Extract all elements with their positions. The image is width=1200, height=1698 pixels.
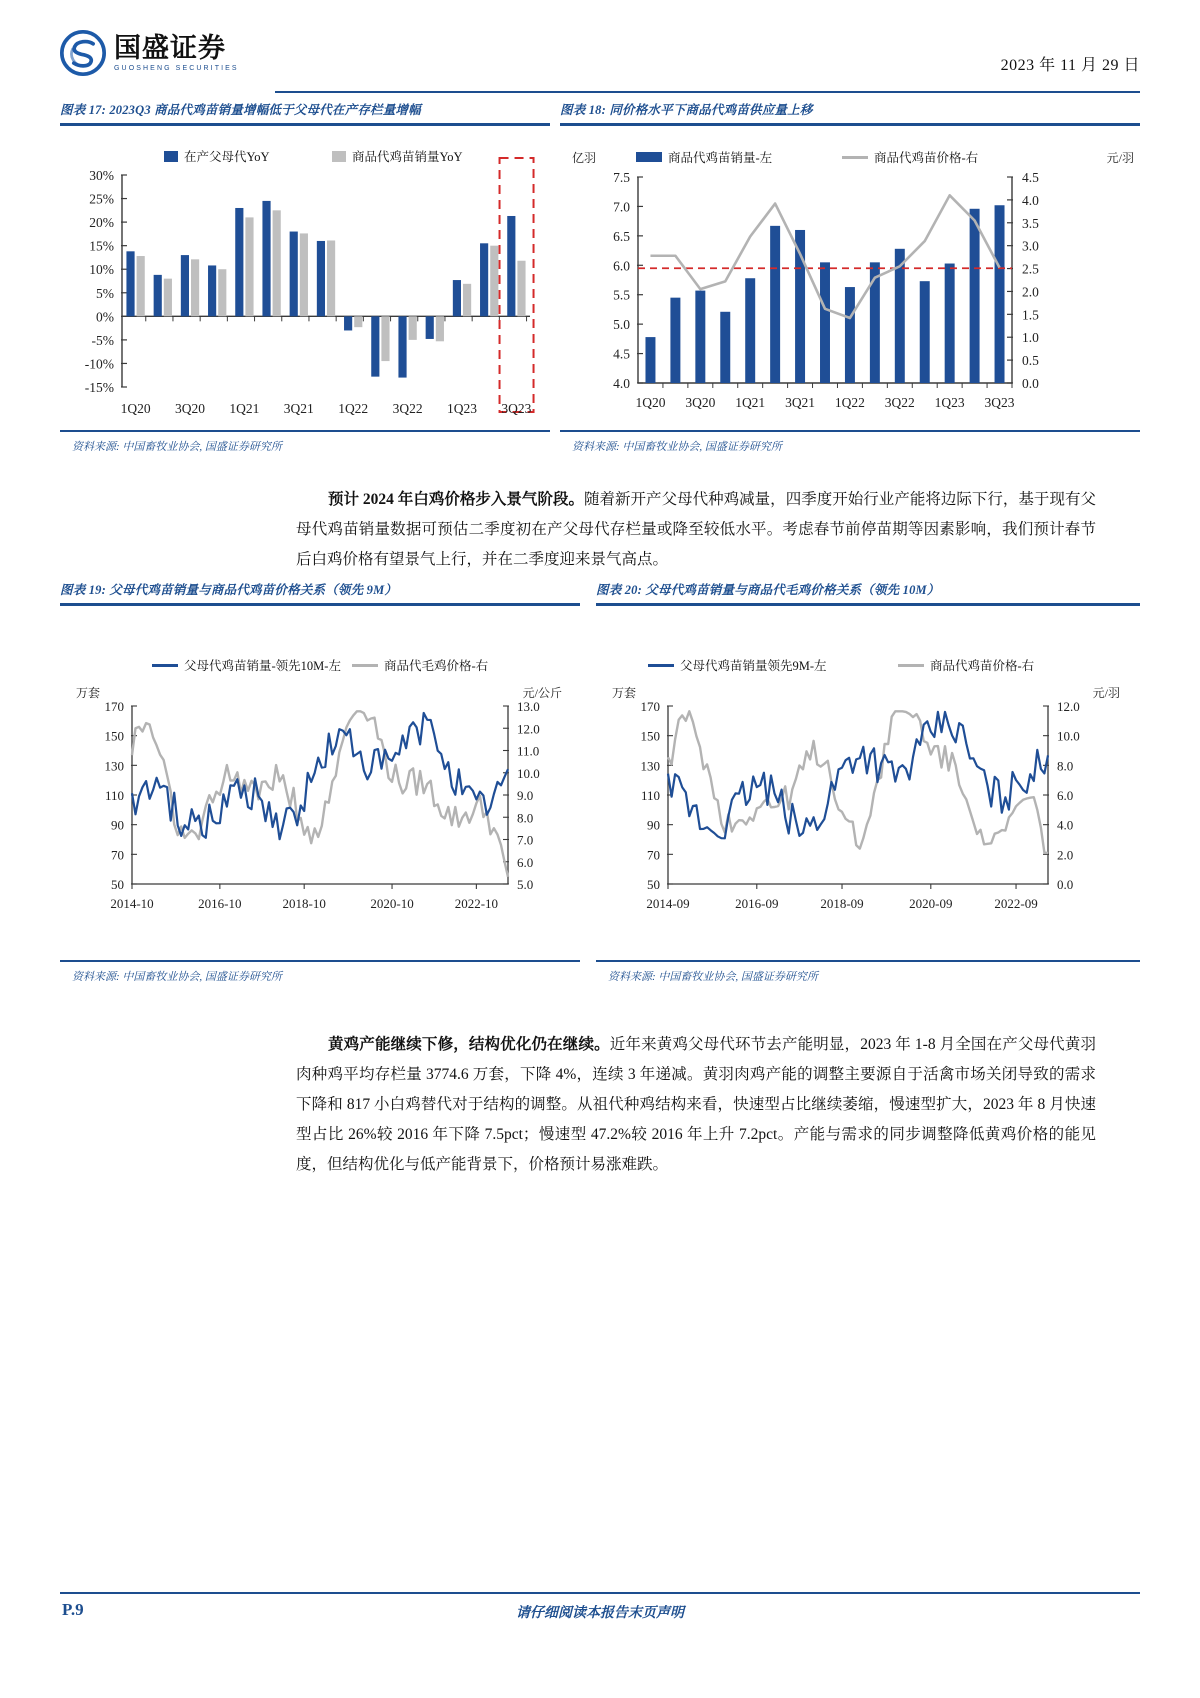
figure-18-source-rule <box>560 430 1140 432</box>
svg-text:3Q23: 3Q23 <box>501 401 532 416</box>
fig19-legend-label-1: 父母代鸡苗销量-领先10M-左 <box>184 659 341 673</box>
figure-20-rule <box>596 603 1140 606</box>
svg-text:90: 90 <box>647 817 660 833</box>
svg-text:10%: 10% <box>89 262 114 278</box>
footer-divider <box>60 1592 1140 1594</box>
fig20-left-unit: 万套 <box>612 686 637 700</box>
svg-text:3.5: 3.5 <box>1022 215 1039 231</box>
svg-text:70: 70 <box>647 847 660 863</box>
svg-text:2016-09: 2016-09 <box>735 896 779 911</box>
fig17-legend-label-2: 商品代鸡苗销量YoY <box>352 150 463 164</box>
svg-text:4.0: 4.0 <box>1057 817 1074 833</box>
svg-text:50: 50 <box>111 877 124 892</box>
page-number: P.9 <box>62 1600 84 1619</box>
svg-text:6.0: 6.0 <box>1057 788 1074 803</box>
svg-text:20%: 20% <box>89 215 114 231</box>
page-header <box>60 30 1140 92</box>
figure-19-source-rule <box>60 960 580 962</box>
paragraph-2 <box>296 1030 1096 1180</box>
svg-text:3Q22: 3Q22 <box>884 395 915 410</box>
svg-text:5.0: 5.0 <box>613 317 630 333</box>
svg-text:13.0: 13.0 <box>517 699 540 714</box>
fig17-plot <box>60 135 550 425</box>
figure-20-source: 资料来源: 中国畜牧业协会, 国盛证券研究所 <box>608 970 818 983</box>
svg-text:3Q23: 3Q23 <box>984 395 1015 410</box>
fig19-left-unit: 万套 <box>76 686 101 700</box>
svg-text:1Q21: 1Q21 <box>229 401 260 416</box>
fig19-legend-label-2: 商品代毛鸡价格-右 <box>384 659 489 673</box>
brand-name-cn: 国盛证券 <box>114 32 226 63</box>
svg-text:2.0: 2.0 <box>1057 847 1074 863</box>
svg-text:11.0: 11.0 <box>517 743 540 759</box>
svg-text:6.5: 6.5 <box>613 228 630 244</box>
svg-text:3Q20: 3Q20 <box>685 395 716 410</box>
svg-text:0.5: 0.5 <box>1022 353 1039 369</box>
fig20-right-unit: 元/羽 <box>1092 686 1120 700</box>
svg-text:50: 50 <box>647 877 660 892</box>
figure-17-block <box>60 100 550 126</box>
svg-text:2016-10: 2016-10 <box>198 896 242 911</box>
svg-text:2.0: 2.0 <box>1022 284 1039 300</box>
svg-text:1Q20: 1Q20 <box>635 395 666 410</box>
svg-text:110: 110 <box>640 788 660 803</box>
figure-20-chart <box>596 618 1140 938</box>
svg-text:2018-09: 2018-09 <box>820 896 864 911</box>
svg-text:2014-10: 2014-10 <box>110 896 154 911</box>
svg-text:1Q20: 1Q20 <box>120 401 151 416</box>
svg-text:150: 150 <box>104 728 124 744</box>
svg-text:-10%: -10% <box>84 356 114 372</box>
header-divider <box>275 91 1140 93</box>
svg-text:15%: 15% <box>89 238 114 254</box>
svg-text:4.0: 4.0 <box>1022 192 1039 208</box>
svg-text:4.5: 4.5 <box>1022 170 1039 185</box>
svg-text:130: 130 <box>640 758 660 774</box>
figure-20-block <box>596 580 1140 606</box>
figure-19-source: 资料来源: 中国畜牧业协会, 国盛证券研究所 <box>72 970 282 983</box>
fig20-legend-label-2: 商品代鸡苗价格-右 <box>930 659 1035 673</box>
svg-text:0.0: 0.0 <box>1022 376 1039 391</box>
svg-text:4.5: 4.5 <box>613 346 630 362</box>
svg-text:4.0: 4.0 <box>613 376 630 391</box>
figure-19-source-block <box>60 960 580 984</box>
report-date: 2023 年 11 月 29 日 <box>1000 57 1140 74</box>
figure-20-title: 图表 20: 父母代鸡苗销量与商品代毛鸡价格关系（领先 10M） <box>596 583 940 597</box>
figure-17-title: 图表 17: 2023Q3 商品代鸡苗销量增幅低于父母代在产存栏量增幅 <box>60 103 421 117</box>
svg-text:6.0: 6.0 <box>517 854 534 870</box>
svg-text:170: 170 <box>104 699 124 714</box>
svg-text:1Q21: 1Q21 <box>735 395 766 410</box>
fig19-right-unit: 元/公斤 <box>522 686 562 700</box>
fig18-legend-label-2: 商品代鸡苗价格-右 <box>874 151 979 165</box>
figure-18-chart <box>560 135 1140 425</box>
brand-logo <box>60 30 239 76</box>
svg-text:7.0: 7.0 <box>613 199 630 215</box>
fig18-plot <box>560 135 1140 425</box>
svg-text:0%: 0% <box>96 309 114 325</box>
figure-18-title: 图表 18: 同价格水平下商品代鸡苗供应量上移 <box>560 103 813 117</box>
fig17-legend-label-1: 在产父母代YoY <box>184 150 270 164</box>
figure-18-source: 资料来源: 中国畜牧业协会, 国盛证券研究所 <box>572 440 782 453</box>
svg-text:170: 170 <box>640 699 660 714</box>
figure-19-title: 图表 19: 父母代鸡苗销量与商品代鸡苗价格关系（领先 9M） <box>60 583 398 597</box>
guosheng-logo-icon <box>60 30 106 76</box>
figure-19-block <box>60 580 580 606</box>
paragraph-2-body: 近年来黄鸡父母代环节去产能明显，2023 年 1-8 月全国在产父母代黄羽肉种鸡平均存栏量 3774.6 万套，下降 4%，连续 3 年递减。黄羽肉鸡产能的调整主要源自于活禽市场关闭导致的需求下降和 817 小白鸡替代对于结构的调整。从祖代种鸡结构来看，快速型占比继续萎缩，慢速型扩大，2023 年 8 月快速型占比 26%较 2016 年下降 7.5pct；慢速型 47.2%较 2016 年上升 7.2pct。产能与需求的同步调整降低黄鸡价格的能见度，但结构优化与低产能背景下，价格预计易涨难跌。 <box>296 1036 1096 1173</box>
figure-17-source-rule <box>60 430 550 432</box>
figure-17-chart <box>60 135 550 425</box>
svg-text:1Q23: 1Q23 <box>447 401 477 416</box>
svg-text:-5%: -5% <box>91 332 114 348</box>
svg-text:2014-09: 2014-09 <box>646 896 690 911</box>
svg-text:12.0: 12.0 <box>1057 699 1080 714</box>
svg-text:3Q22: 3Q22 <box>392 401 423 416</box>
svg-text:12.0: 12.0 <box>517 721 540 737</box>
svg-text:1Q22: 1Q22 <box>338 401 369 416</box>
svg-text:150: 150 <box>640 728 660 744</box>
svg-text:0.0: 0.0 <box>1057 877 1074 892</box>
svg-text:2022-10: 2022-10 <box>454 896 499 911</box>
fig18-left-unit: 亿羽 <box>572 151 597 165</box>
svg-text:6.0: 6.0 <box>613 258 630 274</box>
svg-text:1.5: 1.5 <box>1022 307 1039 323</box>
svg-text:-15%: -15% <box>84 380 114 395</box>
svg-text:7.0: 7.0 <box>517 832 534 848</box>
svg-text:3Q20: 3Q20 <box>175 401 205 416</box>
svg-text:3.0: 3.0 <box>1022 238 1039 254</box>
svg-text:90: 90 <box>111 817 124 833</box>
figure-18-block <box>560 100 1140 126</box>
svg-text:10.0: 10.0 <box>517 765 540 781</box>
svg-text:2022-09: 2022-09 <box>994 896 1038 911</box>
svg-text:9.0: 9.0 <box>517 788 534 803</box>
svg-text:1.0: 1.0 <box>1022 330 1039 346</box>
svg-text:130: 130 <box>104 758 124 774</box>
figure-17-source: 资料来源: 中国畜牧业协会, 国盛证券研究所 <box>72 440 282 453</box>
svg-text:2.5: 2.5 <box>1022 261 1039 277</box>
figure-20-source-rule <box>596 960 1140 962</box>
svg-text:25%: 25% <box>89 191 114 207</box>
footer-disclaimer: 请仔细阅读本报告末页声明 <box>516 1606 684 1621</box>
svg-text:7.5: 7.5 <box>613 170 630 185</box>
figure-18-rule <box>560 123 1140 126</box>
figure-17-source-block <box>60 430 550 454</box>
svg-text:3Q21: 3Q21 <box>283 401 314 416</box>
fig18-legend-label-1: 商品代鸡苗销量-左 <box>668 151 773 165</box>
svg-text:8.0: 8.0 <box>1057 758 1074 774</box>
svg-text:5.0: 5.0 <box>517 877 534 892</box>
brand-name-en: GUOSHENG SECURITIES <box>114 64 239 72</box>
paragraph-1-lead: 预计 2024 年白鸡价格步入景气阶段。 <box>328 491 584 508</box>
svg-text:2018-10: 2018-10 <box>282 896 326 911</box>
paragraph-1-body: 随着新开产父母代种鸡减量，四季度开始行业产能将边际下行，基于现有父母代鸡苗销量数据可预估二季度初在产父母代存栏量或降至较低水平。考虑春节前停苗期等因素影响，我们预计春节后白鸡价格有望景气上行，并在二季度迎来景气高点。 <box>296 491 1096 568</box>
svg-text:5%: 5% <box>96 285 114 301</box>
svg-text:5.5: 5.5 <box>613 287 630 303</box>
svg-text:1Q22: 1Q22 <box>834 395 865 410</box>
svg-text:30%: 30% <box>89 168 114 183</box>
svg-text:3Q21: 3Q21 <box>785 395 816 410</box>
fig19-plot <box>60 618 580 938</box>
fig18-right-unit: 元/羽 <box>1106 151 1134 165</box>
paragraph-1 <box>296 485 1096 575</box>
figure-20-source-block <box>596 960 1140 984</box>
fig20-legend-label-1: 父母代鸡苗销量领先9M-左 <box>680 659 827 673</box>
figure-17-rule <box>60 123 550 126</box>
svg-text:70: 70 <box>111 847 124 863</box>
svg-text:2020-10: 2020-10 <box>370 896 414 911</box>
svg-text:8.0: 8.0 <box>517 810 534 826</box>
svg-text:110: 110 <box>104 788 124 803</box>
figure-19-rule <box>60 603 580 606</box>
svg-text:1Q23: 1Q23 <box>934 395 965 410</box>
svg-text:2020-09: 2020-09 <box>909 896 953 911</box>
paragraph-2-lead: 黄鸡产能继续下修，结构优化仍在继续。 <box>328 1036 610 1053</box>
figure-19-chart <box>60 618 580 938</box>
fig20-plot <box>596 618 1140 938</box>
svg-text:10.0: 10.0 <box>1057 728 1080 744</box>
figure-18-source-block <box>560 430 1140 454</box>
